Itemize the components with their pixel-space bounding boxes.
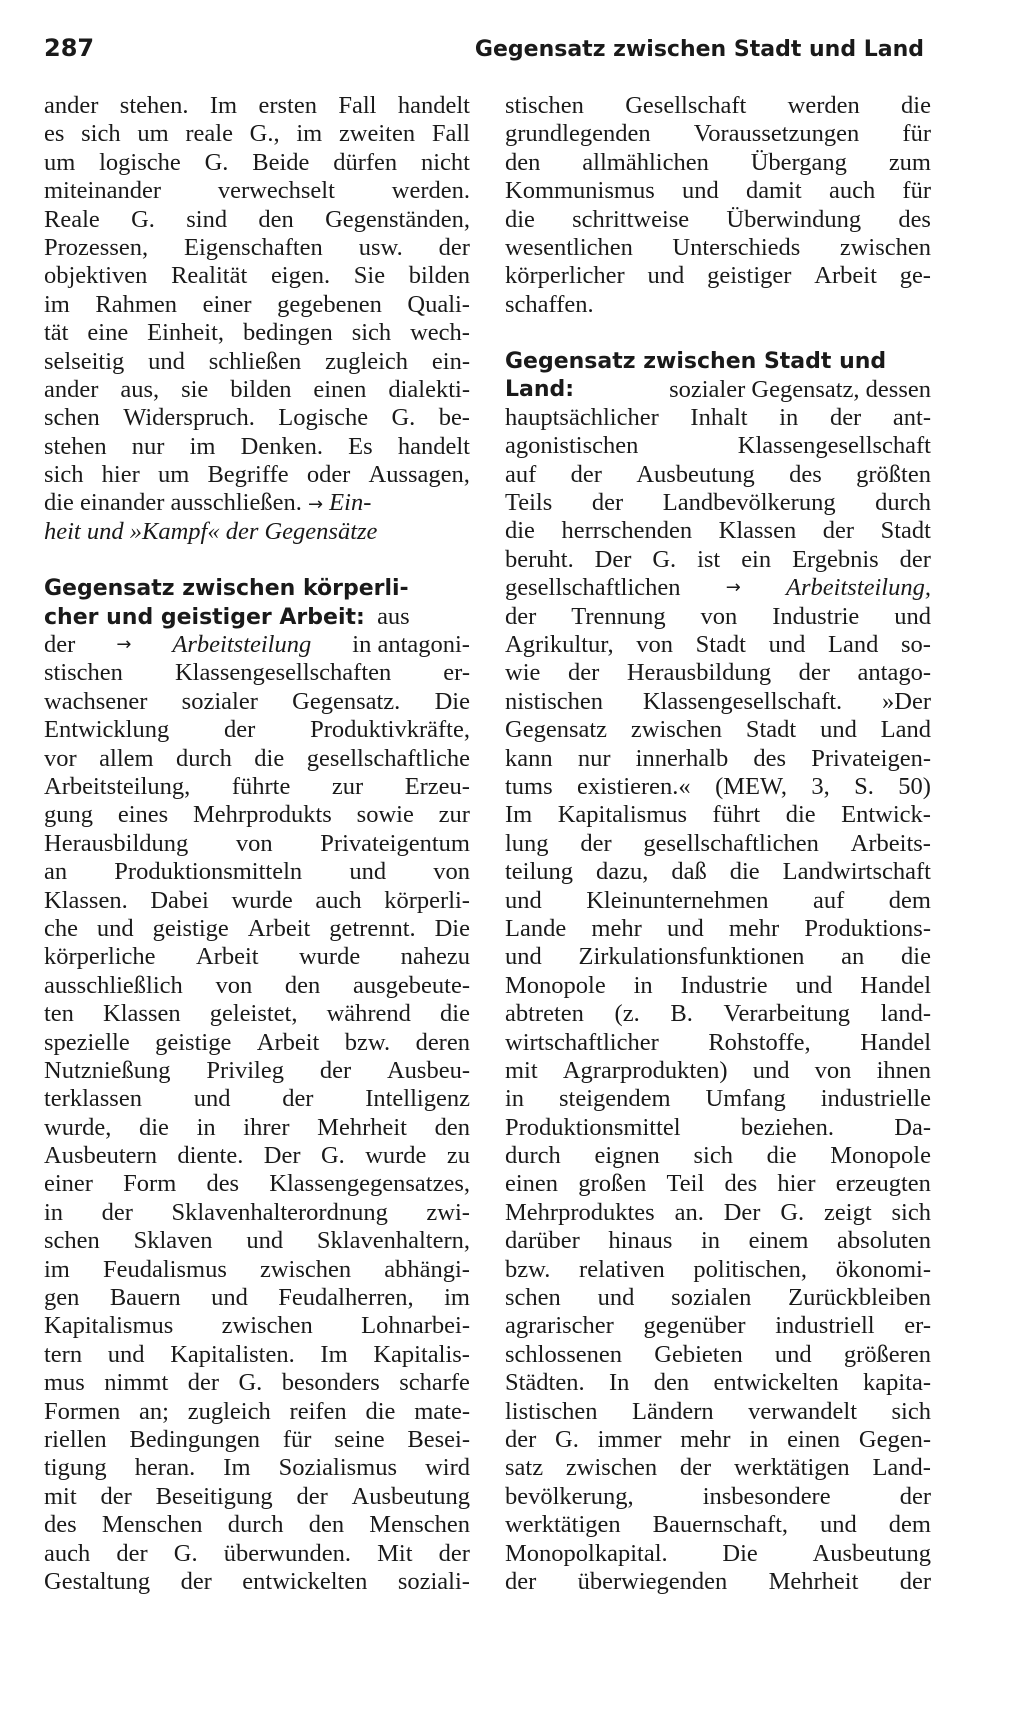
text-line: abtreten (z. B. Verarbeitung land- (505, 1000, 931, 1028)
page-number: 287 (44, 34, 95, 62)
text-line: cher und geistiger Arbeit: aus (44, 602, 410, 630)
text-line: satz zwischen der werktätigen Land- (505, 1454, 931, 1482)
text-line: Städten. In den entwickelten kapita- (505, 1369, 931, 1397)
cross-reference: heit und »Kampf« der Gegensätze (44, 517, 378, 545)
text-line: spezielle geistige Arbeit bzw. deren (44, 1028, 470, 1056)
text-line: hauptsächlicher Inhalt in der ant- (505, 403, 931, 431)
cross-reference: Arbeitsteilung, (786, 574, 931, 602)
entry-body (44, 659, 470, 1596)
text-line: mus nimmt der G. besonders scharfe (44, 1369, 470, 1397)
text-line: im Feudalismus zwischen abhängi- (44, 1255, 470, 1283)
text-line: grundlegenden Voraussetzungen für (505, 120, 931, 148)
text-line: im Rahmen einer gegebenen Quali- (44, 290, 470, 318)
text-line: objektiven Realität eigen. Sie bilden (44, 262, 470, 290)
text-line: wirtschaftlicher Rohstoffe, Handel (505, 1028, 931, 1056)
text-line: wie der Herausbildung der antago- (505, 659, 931, 687)
text-line: ten Klassen geleistet, während die (44, 1000, 470, 1028)
text-line: und Zirkulationsfunktionen an die (505, 943, 931, 971)
text-line: sich hier um Begriffe oder Aussagen, (44, 461, 470, 489)
text-line: listischen Ländern verwandelt sich (505, 1397, 931, 1425)
text-line: Monopolkapital. Die Ausbeutung (505, 1539, 931, 1567)
text-line: wesentlichen Unterschieds zwischen (505, 233, 931, 261)
text-line: Land: sozialer Gegensatz, dessen (505, 375, 931, 403)
text-line: die schrittweise Überwindung des (505, 205, 931, 233)
text-line: tern und Kapitalisten. Im Kapitalis- (44, 1340, 470, 1368)
text-line: wachsener sozialer Gegensatz. Die (44, 687, 470, 715)
text-line: ander aus, sie bilden einen dialekti- (44, 375, 470, 403)
text-line: Gegensatz zwischen Stadt und Land (505, 716, 931, 744)
text-line: körperliche Arbeit wurde nahezu (44, 943, 470, 971)
text-line: gesellschaftlichen → Arbeitsteilung, (505, 574, 931, 602)
text-line: an Produktionsmitteln und von (44, 858, 470, 886)
text-line: tums existieren.« (MEW, 3, S. 50) (505, 772, 931, 800)
cross-reference: Ein- (329, 489, 372, 517)
text-line: Kapitalismus zwischen Lohnarbei- (44, 1312, 470, 1340)
entry-headword: Gegensatz zwischen Stadt und (505, 349, 887, 375)
text-line: miteinander verwechselt werden. (44, 177, 470, 205)
entry-headword: Land: (505, 376, 575, 402)
text-line: der Trennung von Industrie und (505, 602, 931, 630)
text-line: tigung heran. Im Sozialismus wird (44, 1454, 470, 1482)
text-line: Formen an; zugleich reifen die mate- (44, 1397, 470, 1425)
text-line: nistischen Klassengesellschaft. »Der (505, 687, 931, 715)
text-line: es sich um reale G., im zweiten Fall (44, 120, 470, 148)
entry-headword: cher und geistiger Arbeit: (44, 604, 365, 630)
text-line: Arbeitsteilung, führte zur Erzeu- (44, 772, 470, 800)
text-line: den allmählichen Übergang zum (505, 148, 931, 176)
text-line: Gestaltung der entwickelten soziali- (44, 1567, 470, 1595)
left-column (44, 92, 470, 1596)
text-line: lung der gesellschaftlichen Arbeits- (505, 829, 931, 857)
text-line: schen und sozialen Zurückbleiben (505, 1284, 931, 1312)
entry-body (505, 603, 931, 1597)
text-line: gen Bauern und Feudalherren, im (44, 1284, 470, 1312)
text-line: ausschließlich von den ausgebeute- (44, 971, 470, 999)
text-line: in steigendem Umfang industrielle (505, 1085, 931, 1113)
text-line: vor allem durch die gesellschaftliche (44, 744, 470, 772)
text-line: und Kleinunternehmen auf dem (505, 886, 931, 914)
text-line: um logische G. Beide dürfen nicht (44, 148, 470, 176)
text-line: Prozessen, Eigenschaften usw. der (44, 233, 470, 261)
entry-headword: Gegensatz zwischen körperli- (44, 576, 409, 602)
text-line: stehen nur im Denken. Es handelt (44, 432, 470, 460)
cross-reference-arrow: → (116, 634, 132, 656)
text-line: schen Widerspruch. Logische G. be- (44, 404, 470, 432)
text-line: Agrikultur, von Stadt und Land so- (505, 631, 931, 659)
text-line: Produktionsmittel beziehen. Da- (505, 1113, 931, 1141)
text-line: selseitig und schließen zugleich ein- (44, 347, 470, 375)
text-line: bevölkerung, insbesondere der (505, 1482, 931, 1510)
text-line: Mehrproduktes an. Der G. zeigt sich (505, 1198, 931, 1226)
text-line: die herrschenden Klassen der Stadt (505, 517, 931, 545)
text-line: der überwiegenden Mehrheit der (505, 1567, 931, 1595)
text-line: durch eignen sich die Monopole (505, 1142, 931, 1170)
text-line: Klassen. Dabei wurde auch körperli- (44, 886, 470, 914)
text-line: der → Arbeitsteilung in antagoni- (44, 631, 470, 659)
text-line: körperlicher und geistiger Arbeit ge- (505, 262, 931, 290)
paragraph-continued (505, 92, 931, 319)
text-line: schaffen. (505, 290, 594, 318)
text-line: ander stehen. Im ersten Fall handelt (44, 92, 470, 119)
cross-reference-arrow: → (725, 577, 741, 599)
text-line: Ausbeutern diente. Der G. wurde zu (44, 1142, 470, 1170)
text-line: Im Kapitalismus führt die Entwick- (505, 801, 931, 829)
text-line: agonistischen Klassengesellschaft (505, 432, 931, 460)
text-line: in der Sklavenhalterordnung zwi- (44, 1198, 470, 1226)
text-line: gung eines Mehrprodukts sowie zur (44, 801, 470, 829)
paragraph-continued (44, 92, 470, 489)
text-line: Entwicklung der Produktivkräfte, (44, 716, 470, 744)
text-line: stischen Klassengesellschaften er- (44, 659, 470, 687)
text-line: auch der G. überwunden. Mit der (44, 1539, 470, 1567)
text-line: Nutznießung Privileg der Ausbeu- (44, 1056, 470, 1084)
text-line: mit der Beseitigung der Ausbeutung (44, 1482, 470, 1510)
text-line: kann nur innerhalb des Privateigen- (505, 744, 931, 772)
text-line: schlossenen Gebieten und größeren (505, 1340, 931, 1368)
cross-reference: Arbeitsteilung (172, 631, 312, 659)
text-line: einer Form des Klassengegensatzes, (44, 1170, 470, 1198)
right-column (505, 92, 931, 1596)
text-line: Teils der Landbevölkerung durch (505, 489, 931, 517)
text-line: die einander ausschließen. → Ein- (44, 489, 372, 517)
text-line: stischen Gesellschaft werden die (505, 92, 931, 119)
text-line: Kommunismus und damit auch für (505, 177, 931, 205)
text-line: bzw. relativen politischen, ökonomi- (505, 1255, 931, 1283)
page-header (44, 34, 924, 68)
text-line: auf der Ausbeutung des größten (505, 460, 931, 488)
text-line: der G. immer mehr in einen Gegen- (505, 1425, 931, 1453)
text-line: Lande mehr und mehr Produktions- (505, 914, 931, 942)
text-line: beruht. Der G. ist ein Ergebnis der (505, 545, 931, 573)
text-line: einen großen Teil des hier erzeugten (505, 1170, 931, 1198)
text-line: riellen Bedingungen für seine Besei- (44, 1425, 470, 1453)
text-line: Monopole in Industrie und Handel (505, 971, 931, 999)
text-line: che und geistige Arbeit getrennt. Die (44, 914, 470, 942)
text-line: agrarischer gegenüber industriell er- (505, 1312, 931, 1340)
text-line: mit Agrarprodukten) und von ihnen (505, 1056, 931, 1084)
cross-reference-arrow: → (307, 494, 324, 516)
text-line: des Menschen durch den Menschen (44, 1511, 470, 1539)
running-head: Gegensatz zwischen Stadt und Land (474, 37, 924, 62)
text-line: schen Sklaven und Sklavenhaltern, (44, 1227, 470, 1255)
text-line: wurde, die in ihrer Mehrheit den (44, 1113, 470, 1141)
text-line: teilung dazu, daß die Landwirtschaft (505, 858, 931, 886)
text-line: werktätigen Bauernschaft, und dem (505, 1511, 931, 1539)
text-line: Reale G. sind den Gegenständen, (44, 205, 470, 233)
text-line: terklassen und der Intelligenz (44, 1085, 470, 1113)
text-line: tät eine Einheit, bedingen sich wech- (44, 319, 470, 347)
entry-body (505, 404, 931, 574)
text-line: darüber hinaus in einem absoluten (505, 1227, 931, 1255)
text-line: Herausbildung von Privateigentum (44, 829, 470, 857)
